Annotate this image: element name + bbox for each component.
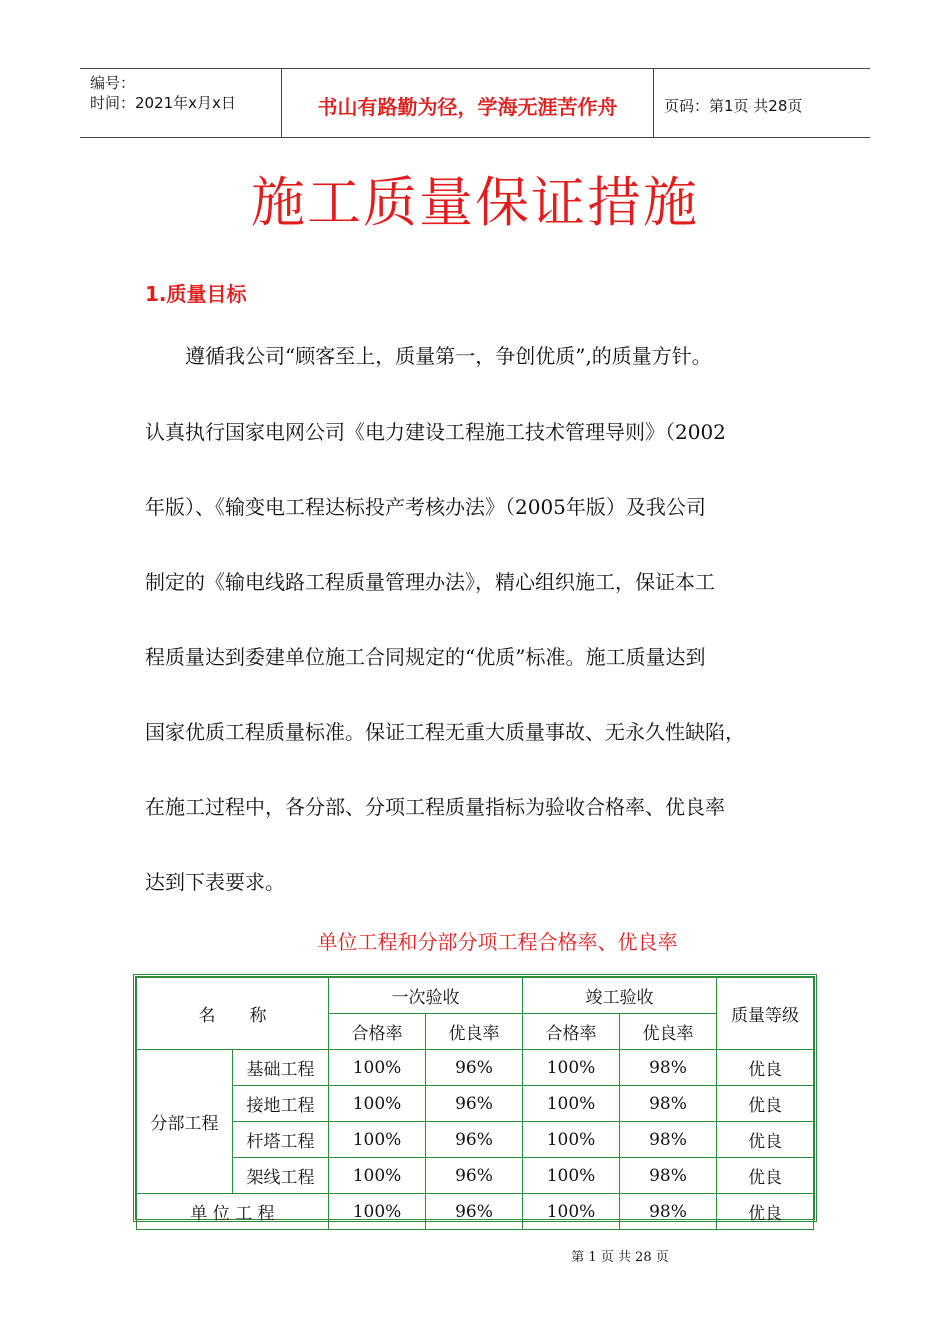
quality-rate-table — [133, 974, 817, 1222]
header-first-acceptance: 一次验收 — [329, 978, 523, 1014]
cell-final-excellent: 98% — [620, 1050, 717, 1086]
cell-final-excellent: 98% — [620, 1158, 717, 1194]
cell-final-excellent: 98% — [620, 1122, 717, 1158]
table-row — [137, 1086, 814, 1122]
table-row — [137, 1050, 814, 1086]
cell-first-excellent: 96% — [426, 1050, 523, 1086]
subheader-excellent-rate: 优良率 — [620, 1014, 717, 1050]
header-final-acceptance: 竣工验收 — [523, 978, 717, 1014]
document-number-label: 编号： — [90, 74, 136, 92]
cell-grade: 优良 — [717, 1158, 814, 1194]
header-quality-grade: 质量等级 — [717, 978, 814, 1050]
header-page-info: 页码：第1页 共28页 — [664, 96, 803, 115]
unit-row-name: 单 位 工 程 — [137, 1194, 329, 1230]
paragraph-line: 认真执行国家电网公司《电力建设工程施工技术管理导则》（2002 — [145, 420, 726, 444]
cell-first-excellent: 96% — [426, 1122, 523, 1158]
cell-grade: 优良 — [717, 1050, 814, 1086]
subheader-pass-rate: 合格率 — [523, 1014, 620, 1050]
group-label: 分部工程 — [137, 1050, 233, 1194]
cell-final-pass: 100% — [523, 1122, 620, 1158]
row-name: 接地工程 — [233, 1086, 329, 1122]
header-motto: 书山有路勤为径，学海无涯苦作舟 — [282, 69, 654, 137]
subheader-pass-rate: 合格率 — [329, 1014, 426, 1050]
document-title: 施工质量保证措施 — [251, 171, 699, 234]
cell-grade: 优良 — [717, 1122, 814, 1158]
cell-first-excellent: 96% — [426, 1158, 523, 1194]
paragraph-line: 在施工过程中，各分部、分项工程质量指标为验收合格率、优良率 — [145, 795, 725, 819]
paragraph-line: 制定的《输电线路工程质量管理办法》，精心组织施工，保证本工 — [145, 570, 715, 594]
cell-grade: 优良 — [717, 1086, 814, 1122]
table-caption: 单位工程和分部分项工程合格率、优良率 — [317, 930, 678, 954]
paragraph-line: 遵循我公司“顾客至上，质量第一，争创优质”,的质量方针。 — [145, 344, 712, 368]
table-row — [137, 1122, 814, 1158]
cell-first-excellent: 96% — [426, 1086, 523, 1122]
document-time: 时间：2021年x月x日 — [90, 94, 236, 112]
subheader-excellent-rate: 优良率 — [426, 1014, 523, 1050]
cell-final-excellent: 98% — [620, 1194, 717, 1230]
cell-final-pass: 100% — [523, 1158, 620, 1194]
cell-first-pass: 100% — [329, 1050, 426, 1086]
header-name: 名 称 — [137, 978, 329, 1050]
cell-grade: 优良 — [717, 1194, 814, 1230]
cell-final-excellent: 98% — [620, 1086, 717, 1122]
cell-first-pass: 100% — [329, 1086, 426, 1122]
cell-first-pass: 100% — [329, 1158, 426, 1194]
cell-first-pass: 100% — [329, 1122, 426, 1158]
row-name: 基础工程 — [233, 1050, 329, 1086]
section-heading: 1.质量目标 — [145, 282, 247, 306]
page-footer: 第 1 页 共 28 页 — [571, 1250, 669, 1265]
row-name: 架线工程 — [233, 1158, 329, 1194]
table-row — [137, 1158, 814, 1194]
paragraph-line: 程质量达到委建单位施工合同规定的“优质”标准。施工质量达到 — [145, 645, 706, 669]
cell-final-pass: 100% — [523, 1194, 620, 1230]
table-row-unit — [137, 1194, 814, 1230]
paragraph-line: 年版）、《输变电工程达标投产考核办法》（2005年版）及我公司 — [145, 495, 706, 519]
page-header — [80, 68, 870, 138]
cell-first-pass: 100% — [329, 1194, 426, 1230]
header-meta — [80, 69, 282, 137]
cell-first-excellent: 96% — [426, 1194, 523, 1230]
paragraph-line: 国家优质工程质量标准。保证工程无重大质量事故、无永久性缺陷， — [145, 720, 745, 744]
cell-final-pass: 100% — [523, 1050, 620, 1086]
cell-final-pass: 100% — [523, 1086, 620, 1122]
paragraph-line: 达到下表要求。 — [145, 870, 285, 894]
row-name: 杆塔工程 — [233, 1122, 329, 1158]
